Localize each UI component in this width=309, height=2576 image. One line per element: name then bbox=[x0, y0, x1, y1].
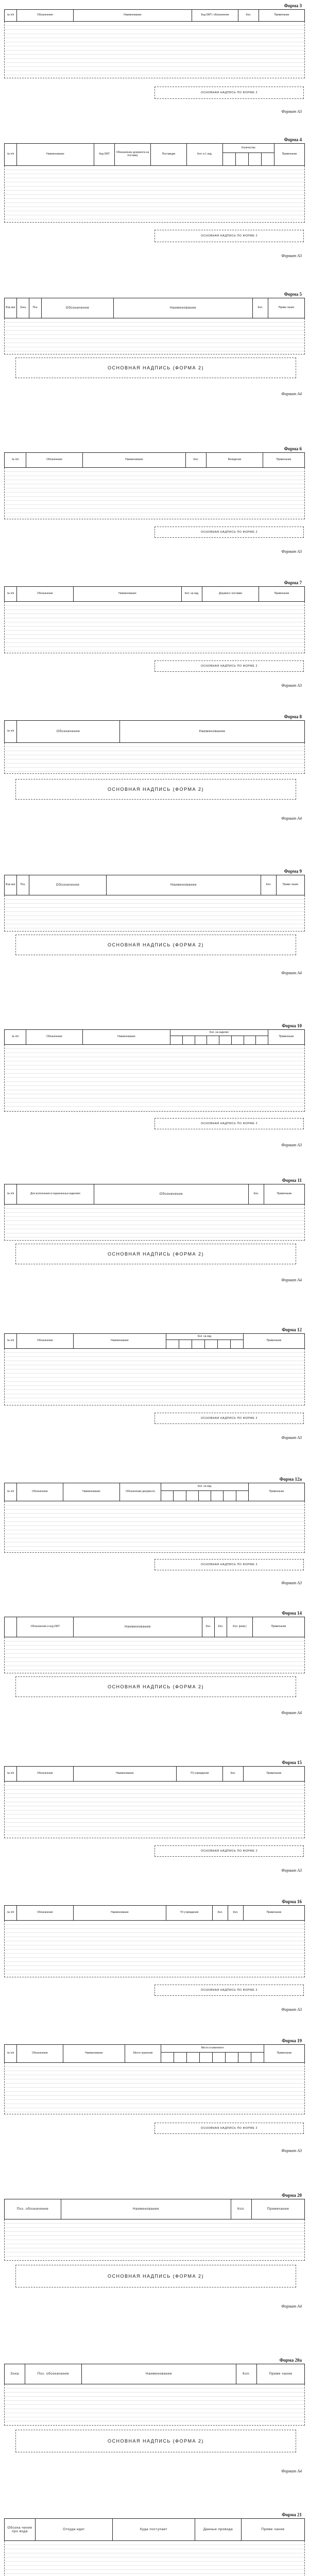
col-header: Наименование bbox=[74, 1906, 166, 1920]
form-title: Форма 15 bbox=[282, 1760, 302, 1765]
col-header: № п/п bbox=[5, 2045, 17, 2062]
col-header-group bbox=[161, 1483, 249, 1501]
format-label: Формат А4 bbox=[281, 816, 302, 821]
col-header: Наименование bbox=[107, 875, 261, 895]
form-title: Форма 21 bbox=[282, 2512, 302, 2517]
form-title: Форма 20а bbox=[279, 2358, 302, 2363]
subcols bbox=[166, 1340, 243, 1348]
form-6 bbox=[0, 443, 309, 577]
col-header: Примечание bbox=[266, 1339, 282, 1343]
col-header: Примечание bbox=[277, 1192, 292, 1196]
format-label: Формат А3 bbox=[281, 683, 302, 688]
col-header: Фор мат bbox=[5, 875, 17, 895]
form-title: Форма 5 bbox=[284, 292, 302, 297]
table-header bbox=[4, 143, 305, 166]
col-header: № п/п bbox=[5, 1184, 17, 1204]
form-title: Форма 19 bbox=[282, 2038, 302, 2043]
col-header: № п/п bbox=[5, 1030, 26, 1044]
title-block-stamp: ОСНОВНАЯ НАДПИСЬ ПО ФОРМЕ 2 bbox=[154, 660, 304, 672]
table-header bbox=[4, 1333, 305, 1349]
col-header: Обозначение bbox=[29, 875, 107, 895]
col-header: Куда поступает bbox=[113, 2519, 195, 2540]
col-header: Наименование bbox=[74, 1767, 177, 1781]
table-body bbox=[4, 22, 305, 78]
form-title: Форма 4 bbox=[284, 137, 302, 142]
title-block-stamp: ОСНОВНАЯ НАДПИСЬ ПО ФОРМЕ 2 bbox=[154, 87, 304, 99]
table-body bbox=[4, 1501, 305, 1553]
col-header: Код ОКП / обозначение bbox=[192, 10, 238, 21]
col-header: Примечание bbox=[282, 152, 297, 156]
table-header bbox=[4, 298, 305, 318]
title-block-stamp: ОСНОВНАЯ НАДПИСЬ ПО ФОРМЕ 2 bbox=[154, 2123, 304, 2134]
format-label: Формат А4 bbox=[281, 392, 302, 396]
col-header: Наименование bbox=[74, 1617, 202, 1637]
col-header: Наименование bbox=[74, 1334, 166, 1348]
col-header: Количество bbox=[223, 144, 274, 153]
form-title: Форма 10 bbox=[282, 1023, 302, 1028]
col-header: Поз. bbox=[17, 875, 29, 895]
table-body bbox=[4, 1349, 305, 1405]
form-title: Форма 3 bbox=[284, 3, 302, 8]
form-5 bbox=[0, 289, 309, 443]
title-block-stamp: ОСНОВНАЯ НАДПИСЬ ПО ФОРМЕ 2 bbox=[154, 1118, 304, 1129]
col-header: Обозначение bbox=[26, 453, 83, 467]
table-body bbox=[4, 1637, 305, 1673]
title-block-stamp: ОСНОВНАЯ НАДПИСЬ (ФОРМА 2) bbox=[15, 779, 296, 800]
title-block-stamp: ОСНОВНАЯ НАДПИСЬ ПО ФОРМЕ 2 bbox=[154, 1845, 304, 1857]
col-header: Примечание bbox=[276, 458, 291, 462]
form-20a bbox=[0, 2354, 309, 2509]
col-header: Наименование bbox=[61, 2199, 231, 2219]
form-title: Форма 20 bbox=[282, 2193, 302, 2198]
col-header: Кол. в 1 изд. bbox=[187, 144, 223, 165]
col-header: Кол. bbox=[249, 1184, 264, 1204]
table-body bbox=[4, 2219, 305, 2261]
col-header: Кол. bbox=[213, 1906, 228, 1920]
form-title: Форма 14 bbox=[282, 1611, 302, 1616]
col-header: Кол. на изд. bbox=[166, 1334, 243, 1340]
col-header: Поз. обозначение bbox=[25, 2364, 82, 2384]
title-block-stamp: ОСНОВНАЯ НАДПИСЬ (ФОРМА 2) bbox=[15, 1676, 296, 1697]
table-header bbox=[4, 2044, 305, 2063]
form-title: Форма 12 bbox=[282, 1327, 302, 1332]
col-header: № п/п bbox=[5, 1906, 17, 1920]
col-header: Примечание bbox=[279, 1035, 294, 1039]
col-header-group bbox=[161, 2045, 264, 2062]
col-header: Наименование bbox=[83, 453, 186, 467]
table-header bbox=[4, 9, 305, 22]
col-header: Примечание bbox=[271, 1625, 286, 1629]
col-header: Примечание bbox=[274, 13, 289, 17]
col-header: Документ, поставки bbox=[202, 587, 259, 601]
col-header: № п/п bbox=[5, 144, 17, 165]
table-header bbox=[4, 1617, 305, 1637]
subcols bbox=[223, 153, 274, 165]
col-header: Обозначение и код ОКП bbox=[17, 1617, 74, 1637]
form-title: Форма 11 bbox=[282, 1178, 302, 1183]
col-header: Фор мат bbox=[5, 298, 17, 318]
form-12a bbox=[0, 1473, 309, 1607]
col-header: Обозначение bbox=[17, 1334, 74, 1348]
table-header bbox=[4, 1905, 305, 1921]
col-header: Вхождение bbox=[207, 453, 263, 467]
table-header bbox=[4, 1483, 305, 1501]
table-body bbox=[4, 166, 305, 223]
col-header: Кол. bbox=[231, 2199, 252, 2219]
format-label: Формат А4 bbox=[281, 2304, 302, 2309]
col-header: Наименование bbox=[114, 298, 253, 318]
form-title: Форма 16 bbox=[282, 1899, 302, 1904]
col-header: Наименование bbox=[82, 2364, 236, 2384]
col-header: № п/п bbox=[5, 587, 17, 601]
title-block-stamp: ОСНОВНАЯ НАДПИСЬ (ФОРМА 2) bbox=[15, 1244, 296, 1264]
form-4 bbox=[0, 134, 309, 289]
table-body bbox=[4, 602, 305, 653]
title-block-stamp: ОСНОВНАЯ НАДПИСЬ (ФОРМА 2) bbox=[15, 2265, 296, 2287]
col-header: Наименование bbox=[74, 10, 192, 21]
table-header bbox=[4, 1184, 305, 1205]
form-3 bbox=[0, 0, 309, 134]
table-body bbox=[4, 1921, 305, 1977]
col-header: Поставщик bbox=[151, 144, 187, 165]
form-title: Форма 12а bbox=[279, 1477, 302, 1482]
col-header: Обозначение bbox=[94, 1184, 249, 1204]
form-16 bbox=[0, 1896, 309, 2035]
form-8 bbox=[0, 711, 309, 866]
col-header: Кол. на изделие bbox=[170, 1030, 268, 1036]
col-header: Место хранения bbox=[125, 2045, 161, 2062]
form-20 bbox=[0, 2190, 309, 2354]
col-header: № п/п bbox=[5, 10, 17, 21]
form-title: Форма 6 bbox=[284, 446, 302, 451]
col-header: Обозначение bbox=[17, 1767, 74, 1781]
col-header: Примечание bbox=[277, 2052, 292, 2055]
format-label: Формат А3 bbox=[281, 109, 302, 114]
format-label: Формат А3 bbox=[281, 1581, 302, 1585]
form-21 bbox=[0, 2509, 309, 2576]
col-header-group bbox=[170, 1030, 268, 1044]
table-body bbox=[4, 2063, 305, 2114]
form-title: Форма 9 bbox=[284, 869, 302, 874]
col-header: № п/п bbox=[5, 1483, 17, 1501]
col-header: ТО учреждения bbox=[177, 1767, 223, 1781]
col-header: Приме чание bbox=[282, 883, 299, 887]
format-label: Формат А4 bbox=[281, 1278, 302, 1282]
form-14 bbox=[0, 1607, 309, 1757]
col-header: № п/п bbox=[5, 1767, 17, 1781]
col-header: Обозначение bbox=[26, 1030, 83, 1044]
col-header: Поз. обозначение bbox=[5, 2199, 61, 2219]
title-block-stamp: ОСНОВНАЯ НАДПИСЬ ПО ФОРМЕ 2 bbox=[154, 1413, 304, 1424]
form-title: Форма 7 bbox=[284, 580, 302, 585]
format-label: Формат А3 bbox=[281, 1143, 302, 1147]
table-body bbox=[4, 2384, 305, 2426]
col-header: Для исполнения в подчиненных изделиях bbox=[17, 1184, 94, 1204]
subcols bbox=[170, 1036, 268, 1044]
col-header: Обозначение документа bbox=[120, 1483, 161, 1501]
table-header bbox=[4, 1029, 305, 1045]
col-header: Примечание bbox=[274, 592, 289, 596]
table-body bbox=[4, 743, 305, 774]
col-header: Приме чание bbox=[269, 2372, 293, 2376]
table-header bbox=[4, 2364, 305, 2384]
title-block-stamp: ОСНОВНАЯ НАДПИСЬ ПО ФОРМЕ 2 bbox=[154, 1985, 304, 1996]
col-header: Кол. bbox=[186, 453, 207, 467]
col-header: Кол. bbox=[253, 298, 268, 318]
col-header: Обозначение bbox=[17, 10, 74, 21]
col-header: Обозначение документа на поставку bbox=[115, 144, 151, 165]
col-header: Зона bbox=[5, 2364, 25, 2384]
col-header: Кол. bbox=[215, 1617, 227, 1637]
col-header: Наименование bbox=[63, 2045, 125, 2062]
format-label: Формат А3 bbox=[281, 2148, 302, 2153]
col-header-group bbox=[223, 144, 274, 165]
form-19 bbox=[0, 2035, 309, 2190]
col-header: Приме чание bbox=[261, 2528, 285, 2532]
col-header: Кол. bbox=[261, 875, 277, 895]
table-header bbox=[4, 2518, 305, 2541]
col-header: Примечание bbox=[266, 1772, 282, 1775]
table-body bbox=[4, 468, 305, 519]
table-header bbox=[4, 875, 305, 895]
col-header: Обозначение bbox=[42, 298, 114, 318]
table-body bbox=[4, 1205, 305, 1241]
form-9 bbox=[0, 866, 309, 1020]
col-header: Откуда идет bbox=[36, 2519, 113, 2540]
form-7 bbox=[0, 577, 309, 711]
title-block-stamp: ОСНОВНАЯ НАДПИСЬ ПО ФОРМЕ 2 bbox=[154, 1559, 304, 1570]
form-10 bbox=[0, 1020, 309, 1175]
col-header: Кол. на изд. bbox=[161, 1483, 248, 1491]
col-header: Код ОКП bbox=[94, 144, 115, 165]
table-header bbox=[4, 720, 305, 743]
form-11 bbox=[0, 1175, 309, 1324]
col-header: Наименование bbox=[17, 144, 94, 165]
col-header: Обозначение bbox=[17, 1906, 74, 1920]
col-header: Обозначение bbox=[17, 721, 120, 742]
col-header: Обозначение bbox=[17, 587, 74, 601]
format-label: Формат А4 bbox=[281, 2469, 302, 2473]
col-header: Данные провода bbox=[195, 2519, 242, 2540]
title-block-stamp: ОСНОВНАЯ НАДПИСЬ (ФОРМА 2) bbox=[15, 2430, 296, 2452]
title-block-stamp: ОСНОВНАЯ НАДПИСЬ ПО ФОРМЕ 2 bbox=[154, 230, 304, 242]
format-label: Формат А3 bbox=[281, 549, 302, 554]
col-header: Кол. (рекв.) bbox=[227, 1617, 253, 1637]
col-header: Место в комплекте bbox=[161, 2045, 264, 2053]
subcols bbox=[161, 1491, 248, 1501]
col-header-group bbox=[166, 1334, 244, 1348]
col-header: Примечание bbox=[267, 2207, 289, 2211]
table-body bbox=[4, 1045, 305, 1112]
table-header bbox=[4, 586, 305, 602]
col-header: Зона bbox=[17, 298, 29, 318]
subcols bbox=[161, 2053, 264, 2062]
table-body bbox=[4, 2541, 305, 2576]
col-header: Наименование bbox=[74, 587, 182, 601]
title-block-stamp: ОСНОВНАЯ НАДПИСЬ ПО ФОРМЕ 2 bbox=[154, 527, 304, 538]
col-header: Приме чание bbox=[278, 306, 295, 310]
form-15 bbox=[0, 1757, 309, 1896]
table-header bbox=[4, 452, 305, 468]
col-header: Примечание bbox=[266, 1911, 282, 1914]
table-header bbox=[4, 2199, 305, 2219]
format-label: Формат А4 bbox=[281, 971, 302, 975]
format-label: Формат А3 bbox=[281, 253, 302, 258]
format-label: Формат А3 bbox=[281, 2007, 302, 2012]
format-label: Формат А3 bbox=[281, 1868, 302, 1873]
col-header: Обозначение bbox=[17, 2045, 63, 2062]
col-header: № п/п bbox=[5, 1334, 17, 1348]
col-header: Кол. на изд. bbox=[182, 587, 202, 601]
table-body bbox=[4, 318, 305, 354]
form-12 bbox=[0, 1324, 309, 1473]
col-header: Наименование bbox=[199, 730, 226, 734]
table-header bbox=[4, 1766, 305, 1782]
table-body bbox=[4, 1782, 305, 1838]
col-header: Поз. bbox=[29, 298, 42, 318]
col-header: Наименование bbox=[63, 1483, 120, 1501]
format-label: Формат А3 bbox=[281, 1435, 302, 1440]
title-block-stamp: ОСНОВНАЯ НАДПИСЬ (ФОРМА 2) bbox=[15, 935, 296, 955]
col-header: № п/п bbox=[5, 721, 17, 742]
col-header: Кол. bbox=[238, 10, 259, 21]
table-body bbox=[4, 895, 305, 931]
col-header: Кол. bbox=[228, 1906, 244, 1920]
col-header: Наименование bbox=[83, 1030, 170, 1044]
col-header: Обозначение bbox=[17, 1483, 63, 1501]
format-label: Формат А4 bbox=[281, 1710, 302, 1715]
col-header: Кол. bbox=[236, 2364, 257, 2384]
col-header: № п/п bbox=[5, 453, 26, 467]
col-header: Кол. bbox=[202, 1617, 215, 1637]
col-header: ТО учреждения bbox=[166, 1906, 213, 1920]
col-header: Кол. bbox=[223, 1767, 244, 1781]
title-block-stamp: ОСНОВНАЯ НАДПИСЬ (ФОРМА 2) bbox=[15, 358, 296, 378]
form-title: Форма 8 bbox=[284, 714, 302, 719]
col-header: Примечание bbox=[269, 1490, 284, 1494]
col-header: Обозна чение про вода bbox=[5, 2519, 36, 2540]
